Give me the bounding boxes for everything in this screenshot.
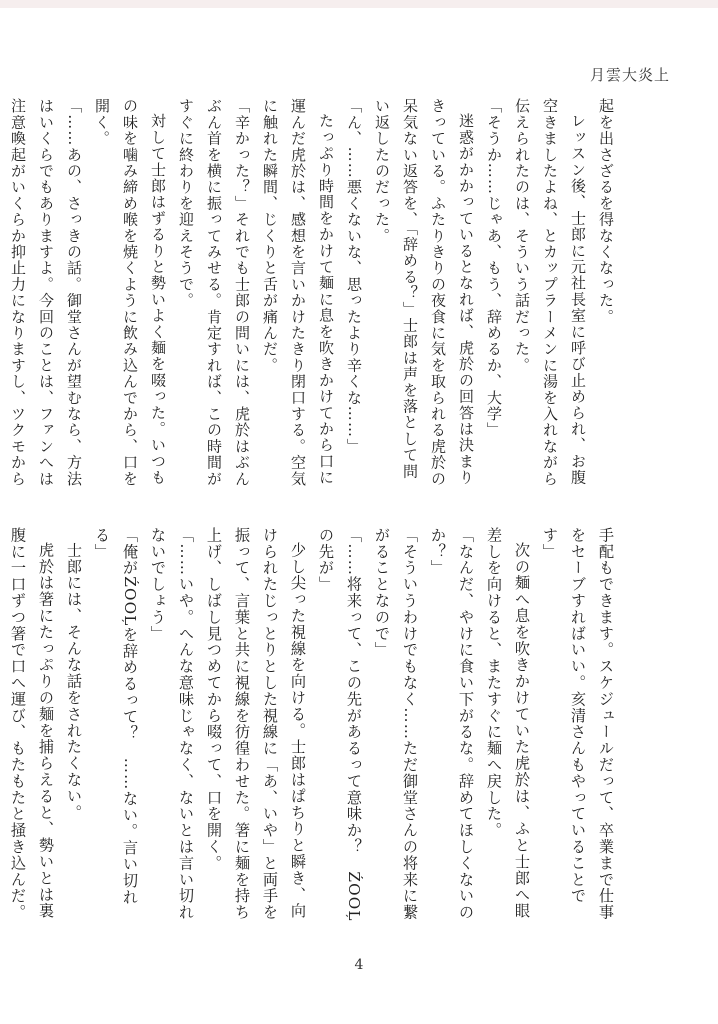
paragraph: たっぷり時間をかけて麺に息を吹きかけてから口に運んだ虎於は、感想を言いかけたきり閉口する。空気に触れた瞬間、じくりと舌が痛んだ。 <box>261 98 335 487</box>
paragraph: 士郎には、そんな話をされたくない。 <box>65 542 83 821</box>
paragraph: 迷惑がかかっているとなれば、虎於の回答は決まりきっている。ふたりきりの夜食に気を取られる虎於の呆気ない返答を、「辞める？」士郎は声を落として問い返したのだった。 <box>373 98 475 487</box>
dialogue-line: 「……あの、さっきの話。御堂さんが望むなら、方法はいくらでもありますよ。今回のことは、ファンへは注意喚起がいくらか抑止力になりますし、ツクモから <box>9 98 83 487</box>
paragraph: 手配もできます。スケジュールだって、卒業まで仕事をセーブすればいい。亥清さんもやっていることです」 <box>541 527 615 921</box>
dialogue-line: 「辛かった？」それでも士郎の問いには、虎於はぶんぶん首を横に振ってみせる。肯定すれば、この時間がすぐに終わりを迎えそうで。 <box>177 98 251 487</box>
dialogue-line: 「俺がŹOOĻを辞めるって？ ……ない。言い切れる」 <box>93 527 139 906</box>
dialogue-line: 「……いや。へんな意味じゃなく、ないとは言い切れないでしょう」 <box>149 527 195 921</box>
page-number: 4 <box>354 957 364 973</box>
paragraph: レッスン後、士郎に元社長室に呼び止められ、お腹空きましたよね、とカップラーメンに湯を入れながら伝えられたのは、そういう話だった。 <box>513 98 587 487</box>
paragraph: 起を出さざるを得なくなった。 <box>597 98 615 325</box>
lower-text-block <box>9 527 620 927</box>
dialogue-line: 「……将来って、この先があるって意味か？ ŹOOĻの先が」 <box>317 527 363 922</box>
dialogue-line: 「そういうわけでもなく……ただ御堂さんの将来に繋がることなので」 <box>373 527 419 921</box>
paragraph: 次の麺へ息を吹きかけていた虎於は、ふと士郎へ眼差しを向けると、またすぐに麺へ戻した。 <box>485 527 531 920</box>
top-band <box>0 0 718 8</box>
paragraph: 対して士郎はずるりと勢いよく麺を啜った。いつもの味を噛み締め喉を焼くように飲み込んでから、口を開く。 <box>93 98 167 487</box>
dialogue-line: 「ん、……悪くないな、思ったより辛くな……」 <box>345 98 363 455</box>
dialogue-line: 「なんだ、やけに食い下がるな。辞めてほしくないのか？」 <box>429 527 475 921</box>
paragraph: 少し尖った視線を向ける。士郎はぱちりと瞬き、向けられたじっとりとした視線に「あ、いや」と両手を振って、言葉と共に視線を彷徨わせた。箸に麺を持ち上げ、しばし見つめてから啜って、口を開く。 <box>205 527 307 921</box>
upper-text-block <box>9 98 620 493</box>
paragraph: 虎於は箸にたっぷりの麺を捕らえると、勢いとは裏腹に一口ずつ箸で口へ運び、もたもたと掻き込んだ。 <box>9 527 55 921</box>
dialogue-line: 「そうか……じゃあ、もう、辞めるか、大学」 <box>485 98 503 439</box>
running-header: 月雲大炎上 <box>590 66 671 84</box>
